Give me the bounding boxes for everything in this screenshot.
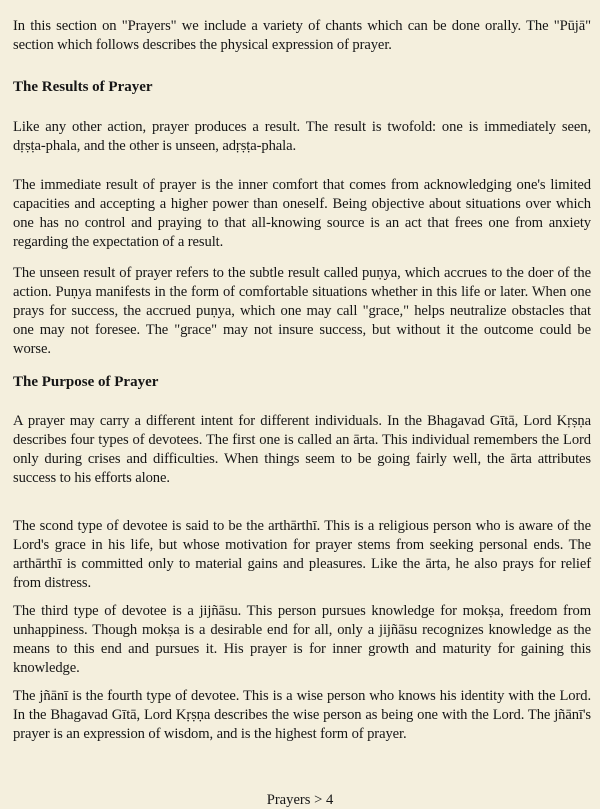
results-paragraph-3: The unseen result of prayer refers to the subtle result called puṇya, which accrues to the doer of the action. Puṇya manifests in the form of comfortable situations whether in this life or later. When one prays for success, the accrued puṇya, which one may call "grace," helps neutralize obstacles that one may not foresee. The "grace" may not insure success, but without it the outcome could be worse. [13, 265, 591, 357]
page-footer: Prayers > 4 [266, 792, 334, 808]
results-heading: The Results of Prayer [13, 79, 153, 95]
show-through-title [222, 66, 235, 96]
results-paragraph-2: The immediate result of prayer is the inner comfort that comes from acknowledging one's limited capacities and accepting a higher power than oneself. Being objective about situations over which one has no control and praying to that all-knowing source is an act that frees one from anxiety regarding the expectation of a result. [13, 177, 591, 250]
purpose-paragraph-3: The third type of devotee is a jijñāsu. This person pursues knowledge for mokṣa, freedom from unhappiness. Though mokṣa is a desirable end for all, only a jijñāsu recognizes knowledge as the means to this end and pursues it. His prayer is for inner growth and maturity for gaining this knowledge. [13, 603, 591, 676]
results-paragraph-1: Like any other action, prayer produces a result. The result is twofold: one is immediately seen, dṛṣṭa-phala, and the other is unseen, adṛṣṭa-phala. [13, 119, 591, 154]
intro-paragraph: In this section on "Prayers" we include a variety of chants which can be done orally. The "Pūjā" section which follows describes the physical expression of prayer. [13, 18, 591, 53]
purpose-paragraph-2: The scond type of devotee is said to be the arthārthī. This is a religious person who is aware of the Lord's grace in his life, but whose motivation for prayer stems from seeking personal ends. The arthārthī is committed only to material gains and pleasures. Like the ārta, he also prays for relief from distress. [13, 518, 591, 591]
purpose-paragraph-1: A prayer may carry a different intent for different individuals. In the Bhagavad Gītā, Lord Kṛṣṇa describes four types of devotees. The first one is called an ārta. This individual remembers the Lord only during crises and difficulties. When things seem to be going fairly well, the ārta attributes success to his efforts alone. [13, 413, 591, 486]
purpose-heading: The Purpose of Prayer [13, 374, 159, 390]
purpose-paragraph-4: The jñānī is the fourth type of devotee. This is a wise person who knows his identity with the Lord. In the Bhagavad Gītā, Lord Kṛṣṇa describes the wise person as being one with the Lord. The jñānī's prayer is an expression of wisdom, and is the highest form of prayer. [13, 688, 591, 742]
